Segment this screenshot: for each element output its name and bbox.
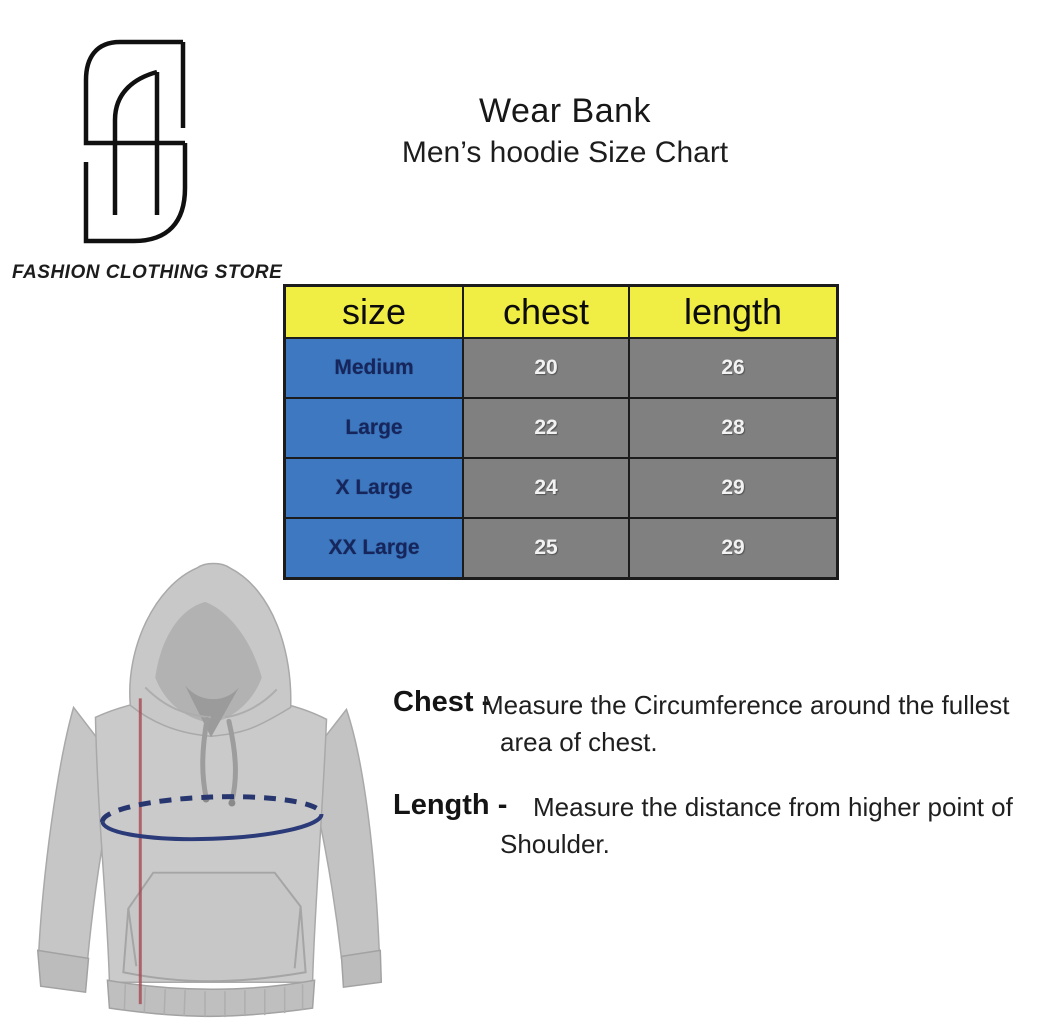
hoodie-right-cuff: [341, 950, 381, 987]
hoodie-image: [25, 558, 395, 1036]
table-row-medium: [285, 338, 838, 398]
chest-note-label: Chest -: [393, 686, 492, 718]
drawstring-tip-right: [228, 799, 235, 806]
chest-value: 20: [463, 338, 629, 398]
column-header-chest: chest: [463, 286, 629, 339]
chest-note-line2: area of chest.: [500, 727, 658, 757]
chest-value: 24: [463, 458, 629, 518]
chest-value: 22: [463, 398, 629, 458]
logo-upper-shape: [86, 42, 185, 143]
length-note-line1: Measure the distance from higher point of: [533, 792, 1013, 822]
column-header-length: length: [629, 286, 838, 339]
length-note-label: Length -: [393, 789, 508, 821]
size-label: Medium: [285, 338, 464, 398]
size-label: Large: [285, 398, 464, 458]
brand-logo-icon: [60, 30, 195, 250]
length-value: 28: [629, 398, 838, 458]
length-value: 29: [629, 458, 838, 518]
chest-value: 25: [463, 518, 629, 579]
size-chart-table: [283, 284, 839, 580]
column-header-size: size: [285, 286, 464, 339]
hoodie-hem-band: [107, 980, 314, 1016]
table-header-row: [285, 286, 838, 339]
hoodie-left-cuff: [38, 950, 89, 992]
length-value: 29: [629, 518, 838, 579]
page-title: Wear Bank: [478, 92, 652, 130]
length-value: 26: [629, 338, 838, 398]
size-label: X Large: [285, 458, 464, 518]
table-row-large: [285, 398, 838, 458]
brand-tagline: FASHION CLOTHING STORE: [12, 262, 283, 283]
table-row-xlarge: [285, 458, 838, 518]
hoodie-kangaroo-pocket: [123, 873, 305, 982]
page-subtitle: Men’s hoodie Size Chart: [401, 136, 729, 169]
size-label: XX Large: [285, 518, 464, 579]
logo-lower-shape: [86, 143, 185, 241]
chest-note-line1: Measure the Circumference around the fullest: [482, 690, 1010, 720]
length-note-line2: Shoulder.: [500, 829, 610, 859]
